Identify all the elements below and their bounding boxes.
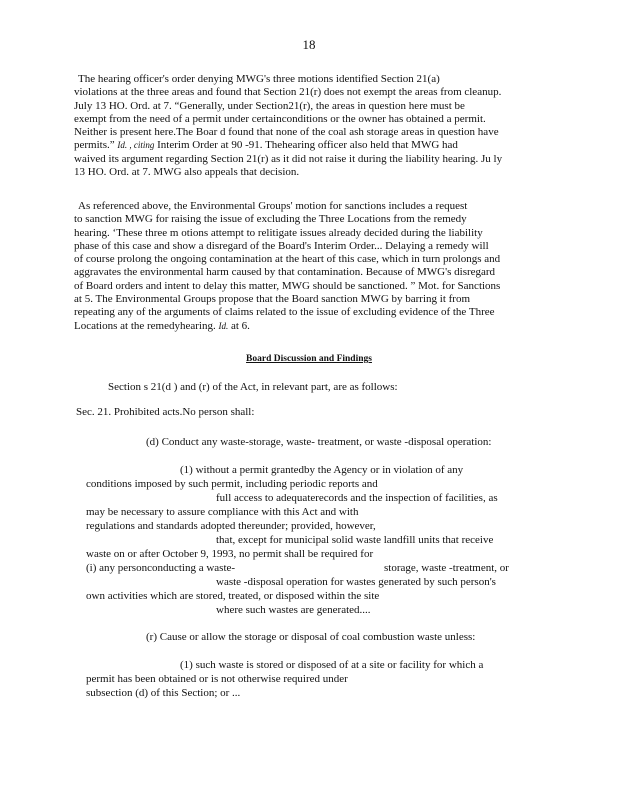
text-line: repeating any of the arguments of claims related to the issue of excluding evidence of the Three: [74, 306, 495, 319]
text-line: The hearing officer's order denying MWG's three motions identified Section 21(a): [78, 73, 440, 85]
statute-line: waste on or after October 9, 1993, no permit shall be required for: [86, 548, 374, 560]
text-line: 13 HO. Ord. at 7. MWG also appeals that decision.: [74, 166, 300, 179]
text-line: of course prolong the ongoing contamination at the heart of this case, which in turn prolongs and: [74, 253, 501, 266]
text-line: at 5. The Environmental Groups propose that the Board sanction MWG by barring it from: [74, 293, 471, 306]
text-line: phase of this case and show a disregard of the Board's Interim Order... Delaying a remedy will: [74, 239, 489, 252]
statute-line: full access to adequaterecords and the inspection of facilities, as: [216, 492, 498, 504]
statute-line: may be necessary to assure compliance with this Act and with: [86, 506, 359, 518]
statute-line: (1) without a permit grantedby the Agency or in violation of any: [180, 464, 464, 476]
heading-text: Board Discussion and Findings: [246, 354, 372, 364]
text-line: violations at the three areas and found that Section 21(r) does not exempt the areas from cleanup.: [74, 86, 502, 99]
text-line: hearing. ‘These three m otions attempt to relitigate issues already decided during the liability: [74, 226, 483, 239]
text-run: Interim Order at 90 -91. Thehearing officer also held that MWG had: [157, 139, 458, 152]
subsection-r-heading: (r) Cause or allow the storage or disposal of coal combustion waste unless:: [146, 631, 476, 643]
statute-line: waste -disposal operation for wastes generated by such person's: [216, 576, 496, 588]
text-line: aggravates the environmental harm caused by that contamination. Because of MWG's disregard: [74, 266, 496, 279]
text-line: July 13 HO. Ord. at 7. “Generally, under Section21(r), the areas in question here must be: [74, 99, 465, 112]
citation: Id. , citing: [117, 140, 155, 151]
statute-line: regulations and standards adopted thereunder; provided, however,: [86, 520, 376, 532]
page-number: 18: [302, 37, 316, 52]
statute-line: (i) any personconducting a waste-: [86, 562, 236, 574]
statute-line: conditions imposed by such permit, including periodic reports and: [86, 478, 378, 490]
statute-line: where such wastes are generated....: [216, 604, 371, 616]
text-line: Neither is present here.The Boar d found that none of the coal ash storage areas in question have: [74, 126, 499, 139]
text-line: exempt from the need of a permit under certainconditions or the owner has obtained a permit.: [74, 112, 486, 125]
statute-line: (1) such waste is stored or disposed of at a site or facility for which a: [180, 659, 484, 671]
text-line: to sanction MWG for raising the issue of excluding the Three Locations from the remedy: [74, 213, 467, 226]
text-line: [74, 139, 540, 152]
statute-line: subsection (d) of this Section; or ...: [86, 687, 241, 699]
paragraph-motion-for-sanctions: [74, 200, 540, 333]
intro-line: Section s 21(d ) and (r) of the Act, in relevant part, are as follows:: [108, 381, 398, 393]
subsection-d-heading: (d) Conduct any waste-storage, waste- treatment, or waste -disposal operation:: [146, 436, 492, 448]
statute-section-heading: Sec. 21. Prohibited acts.No person shall:: [76, 406, 255, 418]
statute-line: that, except for municipal solid waste landfill units that receive: [216, 534, 494, 546]
statute-line: storage, waste -treatment, or: [384, 562, 509, 574]
text-line: of Board orders and intent to delay this matter, MWG should be sanctioned. ” Mot. for Sanctions: [74, 279, 501, 292]
section-heading: [0, 354, 618, 364]
text-run: permits.”: [74, 139, 115, 152]
paragraph-hearing-officer-order: [74, 73, 540, 179]
text-line: As referenced above, the Environmental Groups' motion for sanctions includes a request: [78, 200, 468, 212]
statute-line: own activities which are stored, treated, or disposed within the site: [86, 590, 380, 602]
text-line: waived its argument regarding Section 21(r) as it did not raise it during the liability hearing. Ju ly: [74, 152, 503, 165]
text-line: [74, 320, 540, 333]
citation: Id.: [218, 320, 229, 331]
text-run: Locations at the remedyhearing.: [74, 319, 216, 332]
statute-line: permit has been obtained or is not otherwise required under: [86, 673, 348, 685]
text-run: at 6.: [230, 319, 250, 332]
